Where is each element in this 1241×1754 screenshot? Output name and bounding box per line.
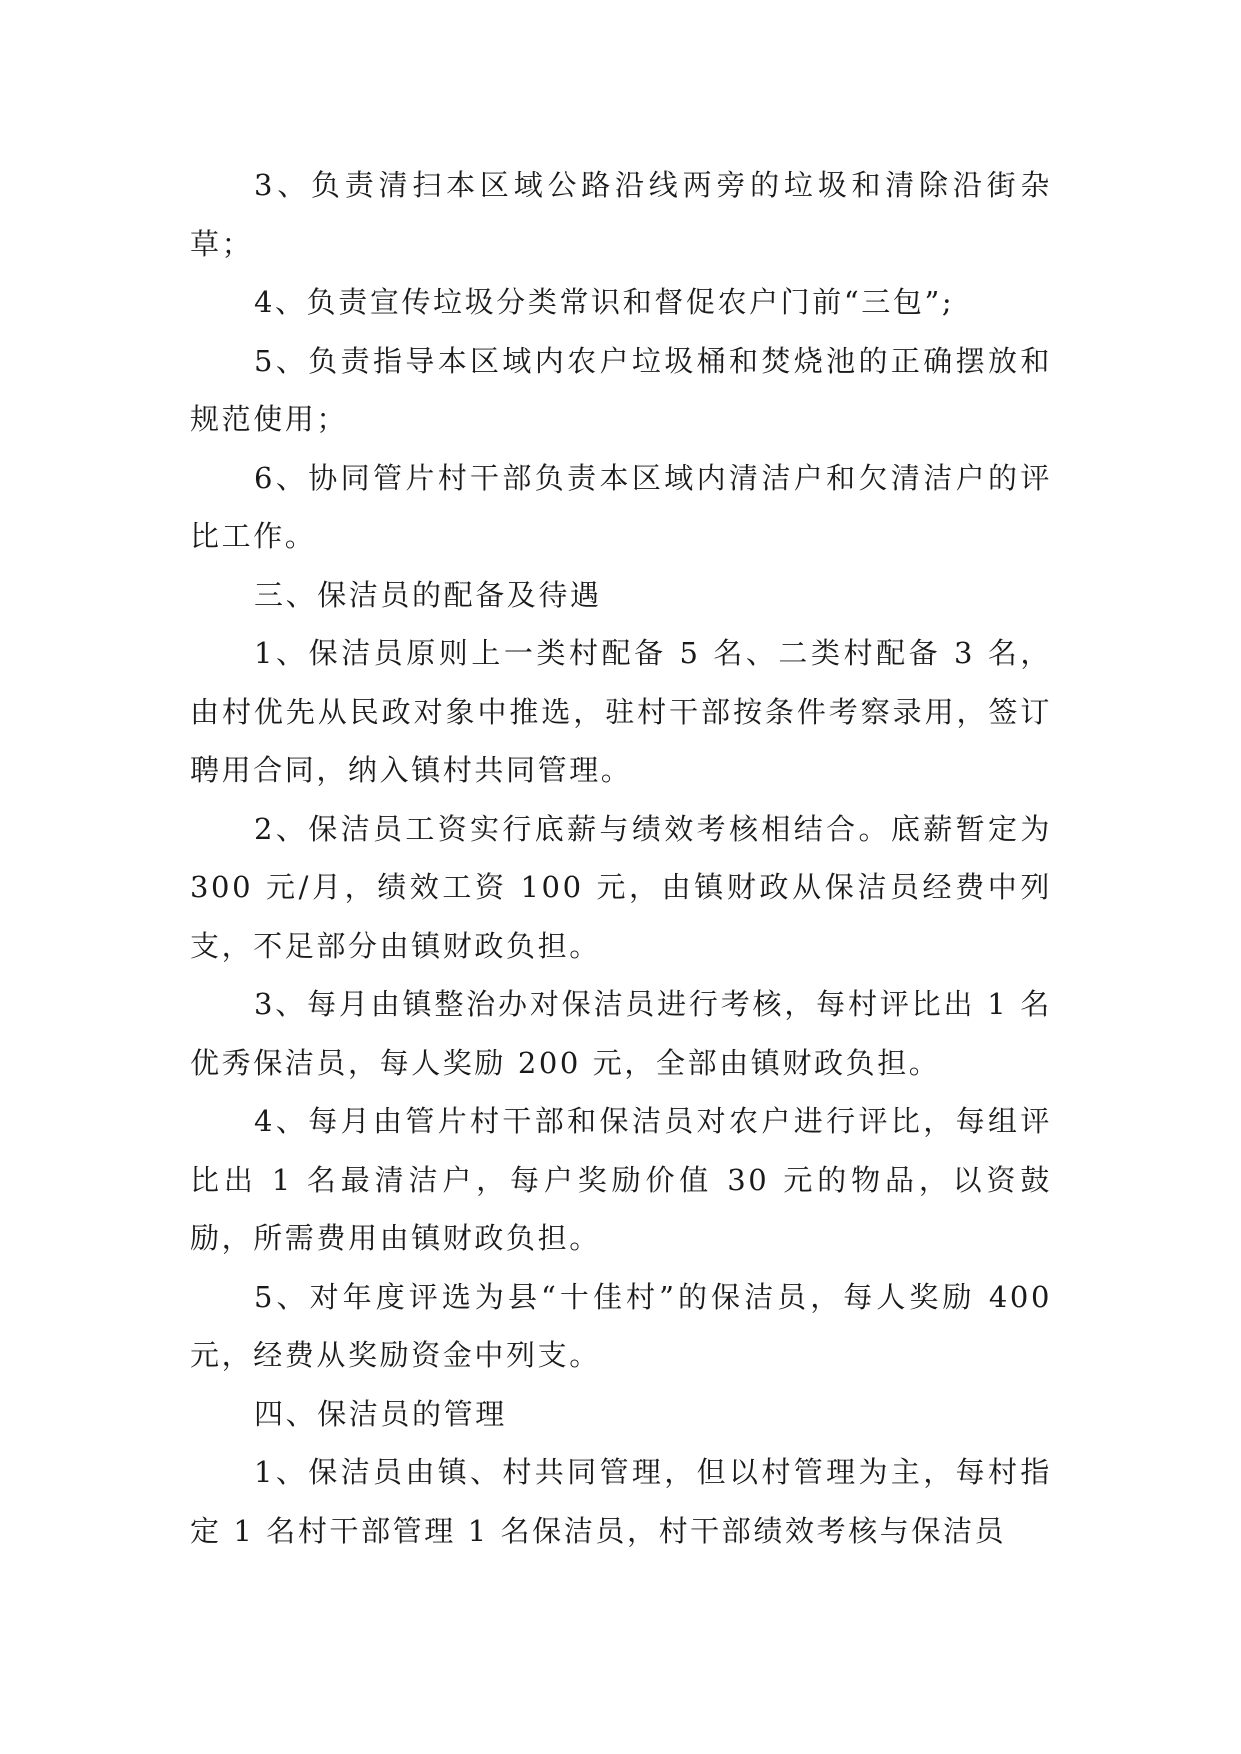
paragraph-duty-6: 6、协同管片村干部负责本区域内清洁户和欠清洁户的评比工作。	[190, 460, 1052, 553]
paragraph-duty-4: 4、负责宣传垃圾分类常识和督促农户门前“三包”;	[254, 285, 955, 319]
paragraph-staffing-3: 3、每月由镇整治办对保洁员进行考核，每村评比出 1 名优秀保洁员，每人奖励 200 元，全部由镇财政负担。	[190, 987, 1052, 1080]
paragraph-staffing-5: 5、对年度评选为县“十佳村”的保洁员，每人奖励 400 元，经费从奖励资金中列支。	[190, 1279, 1052, 1372]
paragraph-duty-5: 5、负责指导本区域内农户垃圾桶和焚烧池的正确摆放和规范使用；	[190, 343, 1052, 436]
paragraph-duty-3: 3、负责清扫本区域公路沿线两旁的垃圾和清除沿街杂草；	[190, 168, 1052, 261]
paragraph-staffing-1: 1、保洁员原则上一类村配备 5 名、二类村配备 3 名，由村优先从民政对象中推选，驻村干部按条件考察录用，签订聘用合同，纳入镇村共同管理。	[190, 636, 1052, 787]
paragraph-staffing-2: 2、保洁员工资实行底薪与绩效考核相结合。底薪暂定为 300 元/月，绩效工资 100 元，由镇财政从保洁员经费中列支，不足部分由镇财政负担。	[190, 811, 1052, 963]
document-body	[190, 156, 1052, 1560]
section-heading-management: 四、保洁员的管理	[254, 1396, 507, 1431]
paragraph-staffing-4: 4、每月由管片村干部和保洁员对农户进行评比，每组评比出 1 名最清洁户，每户奖励价值 30 元的物品，以资鼓励，所需费用由镇财政负担。	[190, 1104, 1052, 1255]
paragraph-management-1: 1、保洁员由镇、村共同管理，但以村管理为主，每村指定 1 名村干部管理 1 名保洁员，村干部绩效考核与保洁员	[190, 1455, 1052, 1548]
section-heading-staffing: 三、保洁员的配备及待遇	[254, 577, 602, 612]
